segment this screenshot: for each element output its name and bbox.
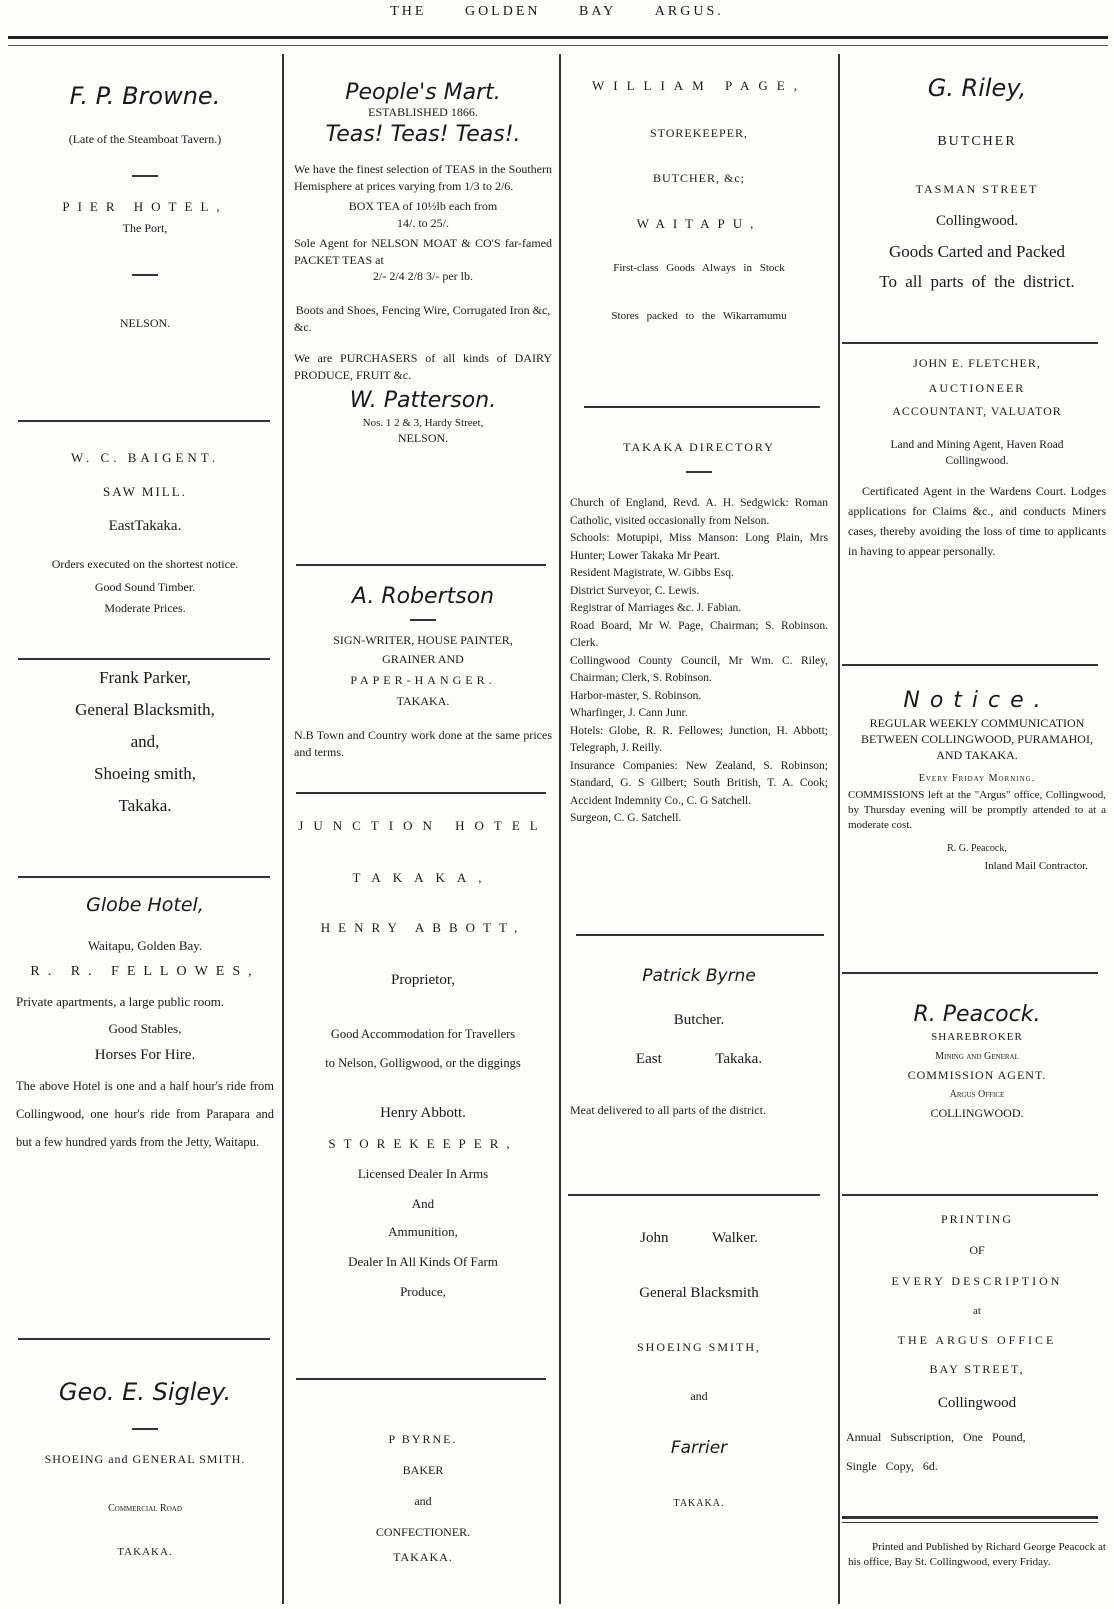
ad-title: PRINTING <box>941 1212 1013 1226</box>
ad-divider <box>842 342 1098 344</box>
ad-globe-hotel <box>14 894 276 1156</box>
ad-text: Good Accommodation for Travellers <box>330 1027 516 1041</box>
ad-text: SHOEING and GENERAL SMITH. <box>44 1452 246 1466</box>
ad-divider <box>842 972 1098 974</box>
ad-text: Moderate Prices. <box>104 601 186 615</box>
ad-title: R. Peacock. <box>913 1002 1041 1027</box>
directory-entry: Registrar of Marriages &c. J. Fabian. <box>570 602 742 614</box>
ad-title: Patrick Byrne <box>642 966 756 986</box>
ad-title: Geo. E. Sigley. <box>58 1378 232 1406</box>
ad-text: To all parts of the district. <box>879 272 1075 291</box>
masthead-word: GOLDEN <box>464 4 541 19</box>
ad-text: Dealer In All Kinds Of Farm <box>348 1254 498 1269</box>
ad-text: BUTCHER, &c; <box>653 171 745 185</box>
ad-text: and <box>690 1389 708 1403</box>
ad-text: AUCTIONEER <box>928 381 1026 395</box>
ad-text: We have the finest selection of TEAS in the Southern Hemisphere at prices varying from 1/3 to 2/6. <box>294 162 552 193</box>
ad-title: P BYRNE. <box>388 1432 458 1446</box>
ad-title-part: Walker. <box>711 1230 758 1246</box>
ad-fletcher <box>846 356 1108 561</box>
ad-text: N.B Town and Country work done at the same prices and terms. <box>294 728 552 759</box>
ad-divider <box>842 664 1098 666</box>
directory-entry: Hotels: Globe, R. R. Fellowes; Junction, H. Abbott; Telegraph, J. Reilly. <box>570 724 828 754</box>
ad-text: COMMISSIONS left at the "Argus" office, Collingwood, by Thursday evening will be promptly attended to at a moderate cost. <box>848 789 1106 831</box>
ad-title: Globe Hotel, <box>86 894 204 916</box>
ad-text: SAW MILL. <box>103 484 187 499</box>
ad-parker <box>14 668 276 816</box>
ad-riley <box>846 74 1108 292</box>
ad-text: Mining and General <box>935 1051 1019 1062</box>
ad-text-part: East <box>635 1051 662 1067</box>
ad-text: TAKAKA. <box>393 1550 453 1564</box>
ad-text: Annual Subscription, One Pound, <box>846 1430 1026 1444</box>
masthead-rule-thin <box>8 45 1108 46</box>
ad-text: Meat delivered to all parts of the district. <box>570 1103 766 1117</box>
ad-title: Teas! Teas! Teas!. <box>325 122 521 147</box>
ad-text: WAITAPU, <box>636 216 762 231</box>
ad-text: Certificated Agent in the Wardens Court. Lodges applications for Claims &c., and conducts Miners cases, thereby avoiding the loss of time to applicants in having to appear personally. <box>848 484 1106 558</box>
ad-junction-hotel <box>292 818 554 1300</box>
ad-title-part: John <box>640 1230 669 1246</box>
ad-text: 14/. to 25/. <box>396 216 449 230</box>
ad-text: Licensed Dealer In Arms <box>357 1166 489 1181</box>
ad-john-walker <box>568 1230 830 1509</box>
ad-text: General Blacksmith, <box>75 700 215 719</box>
ad-title: Frank Parker, <box>99 668 191 687</box>
ad-title: W. Patterson. <box>349 388 497 413</box>
directory-entry: Church of England, Revd. A. H. Sedgwick: Roman Catholic, visited occasionally from Nelson. <box>570 497 828 527</box>
ad-text: Inland Mail Contractor. <box>984 860 1088 872</box>
ad-text: THE ARGUS OFFICE <box>897 1333 1057 1347</box>
ad-text: First-class Goods Always in Stock <box>613 262 785 274</box>
ad-william-page <box>568 78 830 322</box>
ad-title: F. P. Browne. <box>69 82 221 110</box>
masthead-word: THE <box>390 4 427 19</box>
masthead-rule <box>8 36 1108 39</box>
ad-text: Takaka. <box>118 796 172 815</box>
ad-divider <box>296 1378 546 1380</box>
ad-text: STOREKEEPER, <box>328 1136 518 1151</box>
ad-title: Notice. <box>903 688 1051 713</box>
ad-text: Commercial Road <box>108 1503 182 1514</box>
directory-entry: Wharfinger, J. Cann Junr. <box>570 707 688 719</box>
ad-text: TAKAKA, <box>352 870 494 885</box>
ad-divider <box>18 1338 270 1340</box>
ad-title: TAKAKA DIRECTORY <box>623 440 775 454</box>
imprint-text: Printed and Published by Richard George Peacock at his office, Bay St. Collingwood, every Friday. <box>848 1541 1106 1568</box>
masthead-word: ARGUS. <box>654 4 724 19</box>
ad-text: BAY STREET, <box>929 1362 1025 1376</box>
ad-title: G. Riley, <box>927 74 1027 102</box>
ad-divider <box>576 934 824 936</box>
ad-text: Land and Mining Agent, Haven Road <box>890 439 1064 451</box>
ad-text: Produce, <box>400 1284 446 1299</box>
ad-text: We are PURCHASERS of all kinds of DAIRY PRODUCE, FRUIT &c. <box>294 351 552 382</box>
masthead <box>0 4 1114 24</box>
ad-text: HENRY ABBOTT, <box>320 920 526 935</box>
ad-text: General Blacksmith <box>639 1285 759 1301</box>
ad-title <box>568 1230 830 1247</box>
directory-entry: Schools: Motupipi, Miss Manson: Long Plain, Mrs Hunter; Lower Takaka Mr Peart. <box>570 532 828 562</box>
ad-text: Nos. 1 2 & 3, Hardy Street, <box>362 417 484 429</box>
ad-title: A. Robertson <box>351 584 495 609</box>
ad-divider <box>842 1522 1098 1523</box>
ad-text: Collingwood <box>937 1395 1017 1411</box>
ad-text: R. R. FELLOWES, <box>30 964 260 979</box>
ad-title: WILLIAM PAGE, <box>591 78 806 93</box>
ad-title: W. C. BAIGENT. <box>70 450 220 465</box>
ad-text: Good Sound Timber. <box>94 580 196 594</box>
masthead-word: BAY <box>579 4 617 19</box>
ad-text: Shoeing smith, <box>93 764 196 783</box>
ad-text: Goods Carted and Packed <box>888 242 1066 261</box>
ad-title: JUNCTION HOTEL <box>298 818 548 833</box>
ad-text: Henry Abbott. <box>380 1105 466 1121</box>
ad-text: TAKAKA. <box>117 1546 173 1558</box>
ad-text: PIER HOTEL, <box>62 199 228 214</box>
ad-text: BOX TEA of 10½lb each from <box>348 199 498 213</box>
ad-text: Proprietor, <box>391 972 455 988</box>
ad-sigley <box>14 1378 276 1558</box>
ad-text: EVERY DESCRIPTION <box>891 1274 1063 1288</box>
imprint <box>846 1540 1108 1570</box>
directory-entry: Surgeon, C. G. Satchell. <box>570 812 682 824</box>
ad-text: TASMAN STREET <box>915 182 1039 196</box>
ad-text <box>568 1051 830 1068</box>
ad-p-byrne <box>292 1432 554 1565</box>
ad-text: and <box>414 1494 432 1508</box>
directory-entry: Insurance Companies: New Zealand, S. Robinson; Standard, G. S Gilbert; South British, T. A. Cook; Accident Indemnity Co., C. G Satchell. <box>570 759 828 807</box>
ad-patrick-byrne <box>568 966 830 1119</box>
ad-text: COLLINGWOOD. <box>930 1106 1024 1120</box>
ad-takaka-directory <box>568 440 830 828</box>
ad-text: NELSON. <box>397 431 449 445</box>
column-divider <box>559 54 561 1604</box>
ad-notice <box>846 688 1108 872</box>
ad-text: Ammunition, <box>388 1224 458 1239</box>
ad-text: (Late of the Steamboat Tavern.) <box>68 132 222 146</box>
ad-text: at <box>973 1305 981 1317</box>
ad-divider <box>296 564 546 566</box>
ad-text: Orders executed on the shortest notice. <box>51 557 239 571</box>
ad-text: Sole Agent for NELSON MOAT & CO'S far-famed PACKET TEAS at <box>294 236 552 267</box>
ad-text: Farrier <box>670 1438 728 1458</box>
ad-text: and, <box>130 732 160 751</box>
ad-text: The above Hotel is one and a half hour's ride from Collingwood, one hour's ride from Parapara and but a few hundred yards from the Jetty, Waitapu. <box>16 1079 274 1149</box>
ad-text: SIGN-WRITER, HOUSE PAINTER, <box>333 633 513 647</box>
ad-text: Butcher. <box>673 1012 725 1028</box>
ad-divider <box>568 1194 820 1196</box>
ad-text: EastTakaka. <box>108 518 182 534</box>
column-divider <box>838 54 840 1604</box>
ad-text: The Port, <box>122 221 168 235</box>
directory-entry: Resident Magistrate, W. Gibbs Esq. <box>570 567 734 579</box>
ad-text: NELSON. <box>119 316 171 330</box>
ad-divider <box>584 406 820 408</box>
ad-divider <box>18 876 270 878</box>
directory-entry: Road Board, Mr W. Page, Chairman; S. Robinson. Clerk. <box>570 619 828 649</box>
ad-text: CONFECTIONER. <box>375 1525 471 1539</box>
ad-text: BAKER <box>402 1463 444 1477</box>
ad-text: Good Stables, <box>108 1021 182 1036</box>
ad-text: ESTABLISHED 1866. <box>368 105 478 119</box>
ad-title: JOHN E. FLETCHER, <box>913 356 1041 370</box>
ad-text: REGULAR WEEKLY COMMUNICATION BETWEEN COLLINGWOOD, PURAMAHOI, AND TAKAKA. <box>861 716 1093 762</box>
ad-text: TAKAKA. <box>396 694 450 708</box>
ad-text: COMMISSION AGENT. <box>907 1068 1047 1082</box>
ad-divider <box>18 420 270 422</box>
ad-text: STOREKEEPER, <box>649 126 749 140</box>
ad-divider <box>18 658 270 660</box>
ad-text: R. G. Peacock, <box>947 843 1007 854</box>
ad-robertson <box>292 584 554 761</box>
column-divider <box>282 54 284 1604</box>
ad-text: Boots and Shoes, Fencing Wire, Corrugated Iron &c, &c. <box>294 303 551 334</box>
directory-entry: Collingwood County Council, Mr Wm. C. Riley, Chairman; Clerk, S. Robinson. <box>570 654 828 684</box>
ad-text: Waitapu, Golden Bay. <box>87 938 203 953</box>
ad-text: Collingwood. <box>945 455 1009 467</box>
ad-divider <box>842 1516 1098 1519</box>
ad-browne <box>14 82 276 331</box>
ad-text: OF <box>969 1243 985 1257</box>
ad-text: Horses For Hire. <box>94 1047 196 1063</box>
ad-peacock <box>846 1002 1108 1121</box>
ad-text-part: Takaka. <box>715 1051 763 1067</box>
ad-text: 2/- 2/4 2/8 3/- per lb. <box>373 269 473 283</box>
ad-text: Every Friday Morning. <box>918 773 1036 784</box>
directory-entry: Harbor-master, S. Robinson. <box>570 689 702 702</box>
ad-peoples-mart <box>292 80 554 446</box>
directory-entry: District Surveyor, C. Lewis. <box>570 584 700 597</box>
ad-text: TAKAKA. <box>673 1498 725 1509</box>
ad-text: BUTCHER <box>937 134 1017 149</box>
ad-text: GRAINER AND <box>382 652 464 666</box>
ad-divider <box>296 792 546 794</box>
ad-baigent <box>14 450 276 616</box>
ad-text: Private apartments, a large public room. <box>16 994 225 1009</box>
ad-text: Argus Office <box>949 1089 1005 1100</box>
ad-text: SHAREBROKER <box>931 1031 1023 1043</box>
ad-text: Stores packed to the Wikarramumu <box>611 310 787 322</box>
directory-list <box>568 495 830 828</box>
ad-text: to Nelson, Golligwood, or the diggings <box>325 1056 521 1070</box>
ad-text: PAPER-HANGER. <box>350 673 496 687</box>
ad-divider <box>842 1194 1098 1196</box>
ad-text: Collingwood. <box>935 213 1019 229</box>
ad-title: People's Mart. <box>345 80 501 105</box>
ad-text: Single Copy, 6d. <box>846 1459 938 1473</box>
ad-text: And <box>411 1196 435 1211</box>
ad-printing <box>846 1212 1108 1474</box>
ad-text: SHOEING SMITH, <box>637 1340 761 1354</box>
ad-text: ACCOUNTANT, VALUATOR <box>892 404 1062 418</box>
